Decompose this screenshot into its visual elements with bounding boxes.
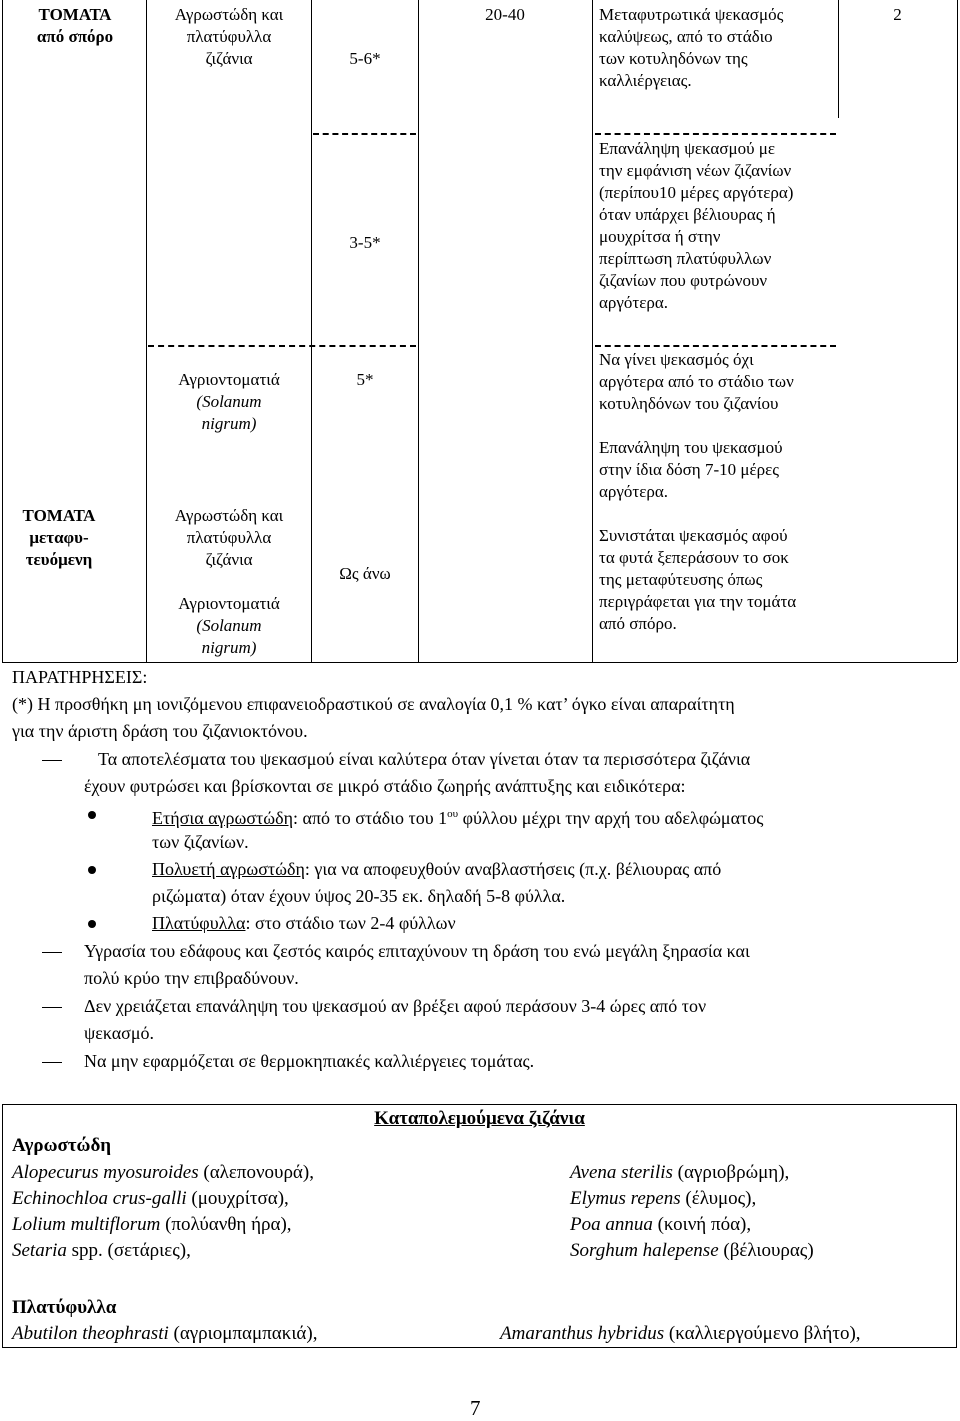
crop-tomato-seed: ΤΟΜΑΤΑ από σπόρο	[36, 5, 114, 46]
note-text: για την άριστη δράση του ζιζανιοκτόνου.	[12, 721, 308, 741]
broadleaf-heading: Πλατύφυλλα	[12, 1297, 117, 1318]
application-remarks: Επανάληψη ψεκασμού με την εμφάνιση νέων ζιζανίων (περίπου10 μέρες αργότερα) όταν υπάρχει βέλιουρας ή μουχρίτσα ή στην περίπτωση πλατύφυλλων ζιζανίων που φυτρώνουν αργότερα.	[599, 139, 794, 312]
weed-item: Setaria spp. (σετάριες),	[12, 1240, 191, 1261]
round-bullet	[88, 866, 96, 874]
page-number: 7	[470, 1396, 481, 1420]
dashed-separator	[595, 345, 836, 347]
note-text: Ετήσια αγρωστώδη: από το στάδιο του $1^{o\upsilon}$ φύλλου μέχρι την αρχή του αδελφώματος	[152, 808, 764, 828]
application-remarks: Επανάληψη του ψεκασμού στην ίδια δόση 7-10 μέρες αργότερα.	[599, 438, 783, 501]
round-bullet	[88, 920, 96, 928]
weed-item: Elymus repens (έλυμος),	[570, 1188, 757, 1209]
weed-item: Poa annua (κοινή πόα),	[570, 1214, 752, 1235]
weed-item: Amaranthus hybridus (καλλιεργούμενο βλήτο),	[500, 1323, 861, 1344]
weeds-cell: Αγρωστώδη και πλατύφυλλα ζιζάνια	[174, 5, 284, 68]
dash-bullet	[42, 952, 62, 953]
application-remarks: Συνιστάται ψεκασμός αφού τα φυτά ξεπεράσουν το σοκ της μεταφύτευσης όπως περιγράφεται για την τομάτα από σπόρο.	[599, 526, 797, 633]
note-text: Υγρασία του εδάφους και ζεστός καιρός επιταχύνουν τη δράση του ενώ μεγάλη ξηρασία και	[84, 941, 750, 961]
note-text: έχουν φυτρώσει και βρίσκονται σε μικρό στάδιο ζωηρής ανάπτυξης και ειδικότερα:	[84, 776, 686, 796]
note-text: Δεν χρειάζεται επανάληψη του ψεκασμού αν βρέξει αφού περάσουν 3-4 ώρες από τον	[84, 996, 707, 1016]
weed-item: Avena sterilis (αγριοβρώμη),	[570, 1162, 790, 1183]
weeds-box-title: Καταπολεμούμενα ζιζάνια	[374, 1108, 585, 1129]
dose-value: Ως άνω	[339, 564, 391, 583]
weeds-cell: Αγρωστώδη και πλατύφυλλα ζιζάνια	[174, 506, 284, 569]
note-text: πολύ κρύο την επιβραδύνουν.	[84, 968, 299, 988]
dashed-separator	[148, 345, 416, 347]
dose-value: 5*	[356, 370, 374, 389]
note-text: ριζώματα) όταν έχουν ύψος 20-35 εκ. δηλαδή 5-8 φύλλα.	[152, 886, 566, 906]
weed-item: Alopecurus myosuroides (αλεπονουρά),	[12, 1162, 314, 1183]
note-text: ψεκασμό.	[84, 1023, 155, 1043]
dose-value: 5-6*	[349, 49, 381, 68]
water-volume: 20-40	[485, 5, 525, 24]
note-text: Πολυετή αγρωστώδη: για να αποφευχθούν αναβλαστήσεις (π.χ. βέλιουρας από	[152, 859, 722, 879]
weed-item: Lolium multiflorum (πολύανθη ήρα),	[12, 1214, 292, 1235]
note-text: Πλατύφυλλα: στο στάδιο των 2-4 φύλλων	[152, 913, 456, 933]
dash-bullet	[42, 1007, 62, 1008]
dose-value: 3-5*	[349, 233, 381, 252]
grasses-heading: Αγρωστώδη	[12, 1135, 112, 1156]
table-border-left	[2, 0, 3, 662]
applications-count: 2	[893, 5, 902, 24]
crop-tomato-transplanted: ΤΟΜΑΤΑ μεταφυ- τευόμενη	[22, 506, 96, 569]
table-col-divider	[418, 0, 419, 662]
application-remarks: Μεταφυτρωτικά ψεκασμός καλύψεως, από το στάδιο των κοτυληδόνων της καλλιέργειας.	[599, 5, 784, 90]
note-text: των ζιζανίων.	[152, 832, 249, 852]
dashed-separator	[313, 133, 416, 135]
grasses-right-list	[570, 1160, 950, 1264]
note-text: (*) Η προσθήκη μη ιονιζόμενου επιφανειοδραστικού σε αναλογία 0,1 % κατ’ όγκο είναι απαραίτητη	[12, 694, 735, 714]
round-bullet	[88, 811, 96, 819]
weeds-cell: Αγριοντοματιά (Solanum nigrum)	[178, 370, 280, 433]
dash-bullet	[42, 1062, 62, 1063]
grasses-left-list	[12, 1160, 552, 1264]
weeds-cell: Αγριοντοματιά (Solanum nigrum)	[178, 594, 280, 657]
application-remarks: Να γίνει ψεκασμός όχι αργότερα από το στάδιο των κοτυληδόνων του ζιζανίου	[599, 350, 794, 413]
dashed-separator	[595, 133, 836, 135]
weed-item: Sorghum halepense (βέλιουρας)	[570, 1240, 814, 1261]
weed-item: Abutilon theophrasti (αγριομπαμπακιά),	[12, 1323, 318, 1344]
dash-bullet	[42, 760, 62, 761]
remarks-heading: ΠΑΡΑΤΗΡΗΣΕΙΣ:	[12, 667, 148, 687]
table-border-right	[957, 0, 958, 662]
weed-item: Echinochloa crus-galli (μουχρίτσα),	[12, 1188, 289, 1209]
note-text: Να μην εφαρμόζεται σε θερμοκηπιακές καλλιέργειες τομάτας.	[84, 1051, 535, 1071]
note-text: Τα αποτελέσματα του ψεκασμού είναι καλύτερα όταν γίνεται όταν τα περισσότερα ζιζάνια	[98, 749, 751, 769]
table-col-divider	[146, 0, 147, 662]
table-col-divider	[592, 0, 593, 662]
table-bottom-border	[2, 662, 957, 663]
